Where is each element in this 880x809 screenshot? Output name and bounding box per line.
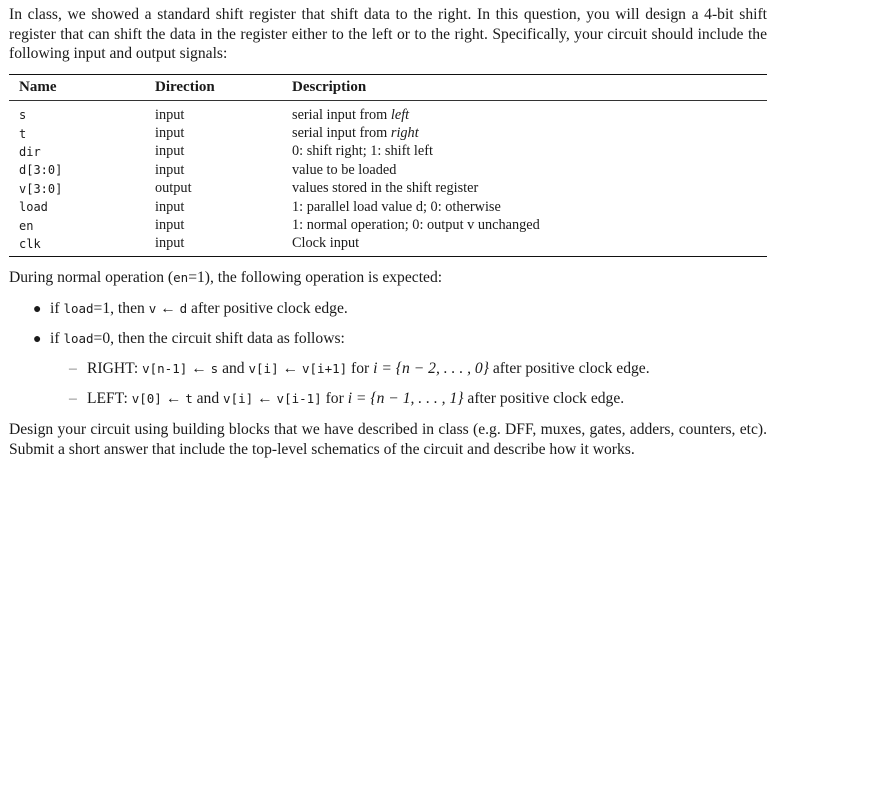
math: i = {n − 2, . . . , 0} (373, 360, 489, 377)
text: after positive clock edge. (488, 360, 650, 377)
code-en: en (173, 270, 189, 285)
bullet-load-1 (33, 299, 348, 320)
signal-description: values stored in the shift register (292, 180, 479, 197)
dash-icon: – (69, 390, 77, 407)
signal-direction: input (155, 217, 185, 234)
math: i = {n − 1, . . . , 1} (347, 390, 464, 407)
table-row (9, 198, 767, 216)
text: for (321, 390, 348, 407)
dash-icon: – (69, 360, 77, 377)
signal-description: Clock input (292, 235, 360, 252)
text: =1, then (93, 300, 149, 317)
table-row (9, 106, 767, 124)
table-row (9, 161, 767, 179)
header-description: Description (292, 79, 367, 95)
signal-description: value to be loaded (292, 161, 397, 178)
signal-name: t (19, 126, 27, 141)
subbullet-left (69, 389, 624, 409)
code: v[0] (131, 391, 162, 406)
code: t (185, 391, 193, 406)
signal-description (292, 125, 767, 142)
signal-direction: input (155, 198, 185, 215)
text: if (50, 330, 64, 347)
design-paragraph: Design your circuit using building blocks that we have described in class (e.g. DFF, muxes, gates, adders, counters, etc). Submit a short answer that include the top-level schematics of the circuit and describe how it works. (9, 421, 767, 458)
table-row (9, 235, 767, 253)
bullet-dot-icon: ● (33, 302, 42, 317)
code-d: d (179, 301, 188, 316)
code: s (210, 361, 219, 376)
signal-description: 0: shift right; 1: shift left (292, 143, 433, 160)
signal-direction: input (155, 235, 185, 252)
signal-description: 1: parallel load value d; 0: otherwise (292, 198, 501, 215)
code: v[n-1] (142, 361, 188, 376)
arrow: ← (161, 390, 186, 407)
signal-name: d[3:0] (19, 163, 63, 178)
signal-description: 1: normal operation; 0: output v unchanged (292, 217, 540, 234)
signal-table (9, 74, 767, 257)
signal-name: load (19, 200, 48, 215)
table-bottom-rule (9, 256, 767, 257)
desc-italic: right (390, 125, 419, 142)
operation-intro (9, 268, 767, 288)
signal-name: v[3:0] (19, 181, 63, 196)
table-body (9, 101, 767, 256)
code: v[i] (248, 361, 279, 376)
intro-paragraph: In class, we showed a standard shift register that shift data to the right. In this question, you will design a 4-bit shift register that can shift the data in the register either to the left or to the right. Specifically, your circuit should include the following input and output signals: (9, 6, 767, 62)
text: =1), the following operation is expected: (188, 269, 443, 286)
signal-name: dir (19, 144, 41, 159)
table-row (9, 124, 767, 142)
code: v[i-1] (276, 391, 322, 406)
signal-description (292, 107, 767, 124)
desc-text: serial input from (292, 106, 391, 123)
text: after positive clock edge. (187, 300, 348, 317)
signal-direction: input (155, 161, 185, 178)
bullet-load-0 (33, 329, 345, 350)
header-name: Name (19, 79, 57, 95)
signal-name: s (19, 108, 27, 123)
subbullet-right (69, 359, 650, 379)
signal-name: en (19, 218, 34, 233)
code-load: load (63, 331, 94, 346)
label: LEFT: (87, 390, 132, 407)
arrow: ← (278, 360, 302, 377)
signal-direction: output (155, 180, 192, 197)
bullet-dot-icon: ● (33, 332, 42, 347)
arrow: ← (253, 390, 277, 407)
desc-italic: left (390, 106, 410, 123)
text: =0, then the circuit shift data as follows: (93, 330, 345, 347)
signal-direction: input (155, 106, 185, 123)
desc-text: serial input from (292, 125, 391, 142)
text: for (347, 360, 374, 377)
label: RIGHT: (87, 360, 143, 377)
arrow: ← (187, 360, 211, 377)
table-row (9, 216, 767, 234)
table-row (9, 143, 767, 161)
signal-direction: input (155, 125, 185, 142)
code-load: load (63, 301, 94, 316)
text: and (218, 360, 249, 377)
code-v: v (148, 301, 157, 316)
table-header (9, 75, 767, 100)
header-direction: Direction (155, 79, 215, 95)
signal-name: clk (19, 236, 41, 251)
text: if (50, 300, 64, 317)
text: During normal operation ( (9, 269, 174, 286)
arrow: ← (156, 300, 180, 317)
code: v[i] (223, 391, 254, 406)
code: v[i+1] (302, 361, 348, 376)
text: and (192, 390, 224, 407)
signal-direction: input (155, 143, 185, 160)
text: after positive clock edge. (463, 390, 625, 407)
table-row (9, 180, 767, 198)
